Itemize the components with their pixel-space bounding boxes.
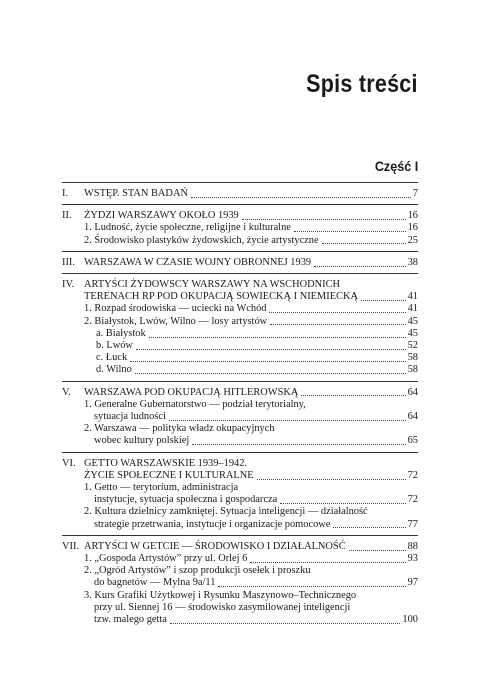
chapter-entry-line	[62, 541, 418, 553]
section-entry-line	[84, 235, 418, 247]
entry-text: 2. Środowisko plastyków żydowskich, życie artystyczne	[84, 234, 319, 246]
dot-leader	[169, 420, 406, 421]
entry-text: strategie przetrwania, instytucje i organizacje pomocowe	[94, 518, 331, 530]
entry-text: TERENACH RP POD OKUPACJĄ SOWIECKĄ I NIEMIECKĄ	[84, 291, 359, 303]
subsection-entry	[62, 364, 418, 376]
section-entry-line	[84, 435, 418, 447]
chapter-entry-line	[62, 291, 418, 303]
page-number: 58	[407, 352, 418, 364]
page-number: 100	[402, 614, 418, 626]
page-number: 41	[407, 291, 418, 303]
chapter-number: VI.	[62, 457, 76, 469]
dot-leader	[191, 197, 411, 198]
chapter-number: I.	[62, 188, 69, 199]
section-entry	[62, 590, 418, 627]
dot-leader	[135, 373, 406, 374]
dot-leader	[322, 243, 406, 244]
section-entry-line	[84, 494, 418, 506]
entry-text: 1. „Gospoda Artystów” przy ul. Orlej 6	[84, 553, 248, 565]
toc-chapter	[62, 182, 418, 204]
chapter-entry-line	[62, 210, 418, 222]
toc-chapter	[62, 204, 418, 251]
section-entry	[62, 553, 418, 565]
chapter-entry-line	[62, 470, 418, 482]
page-number: 88	[407, 540, 418, 552]
dot-leader	[218, 586, 405, 587]
page-number: 16	[407, 210, 418, 222]
dot-leader	[270, 324, 405, 325]
dot-leader	[242, 219, 406, 220]
entry-text: 1. Getto — terytorium, administracja	[84, 482, 239, 494]
section-entry-line	[84, 399, 418, 411]
section-entry-line	[84, 577, 418, 589]
entry-text: d. Wilno	[96, 364, 132, 376]
part-heading: Część I	[374, 158, 418, 174]
chapter-number: III.	[62, 256, 75, 268]
chapter-entry	[62, 541, 418, 553]
subsection-entry-line	[96, 364, 418, 376]
section-entry	[62, 316, 418, 328]
page-number: 72	[407, 494, 418, 506]
section-entry-line	[84, 411, 418, 423]
dot-leader	[192, 444, 405, 445]
entry-text: wobec kultury polskiej	[94, 435, 190, 447]
entry-text: 1. Rozpad środowiska — uciecki na Wchód	[84, 303, 267, 315]
chapter-number: V.	[62, 386, 71, 398]
toc-chapter	[62, 251, 418, 273]
dot-leader	[149, 337, 406, 338]
section-entry-line	[84, 565, 418, 577]
section-entry-line	[84, 423, 418, 435]
chapter-entry	[62, 257, 418, 269]
page-number: 64	[407, 411, 418, 423]
entry-text: 1. Generalne Gubernatorstwo — podział terytorialny,	[84, 398, 306, 410]
dot-leader	[257, 479, 406, 480]
entry-text: c. Łuck	[96, 352, 128, 364]
chapter-entry	[62, 387, 418, 399]
section-entry-line	[84, 553, 418, 565]
section-entry	[62, 423, 418, 447]
chapter-entry-line	[62, 279, 418, 291]
chapter-entry	[62, 458, 418, 482]
chapter-entry	[62, 210, 418, 222]
subsection-entry-line	[96, 340, 418, 352]
section-entry	[62, 222, 418, 234]
entry-text: WARSZAWA W CZASIE WOJNY OBRONNEJ 1939	[84, 256, 312, 268]
entry-text: 2. Kultura dzielnicy zamkniętej. Sytuacja inteligencji — działalność	[84, 506, 368, 518]
section-entry	[62, 565, 418, 589]
dot-leader	[136, 349, 406, 350]
chapter-number: IV.	[62, 279, 75, 291]
dot-leader	[314, 266, 406, 267]
subsection-entry	[62, 328, 418, 340]
subsection-entry	[62, 352, 418, 364]
chapter-entry-line	[62, 458, 418, 470]
page-number: 52	[407, 340, 418, 352]
section-entry-line	[84, 590, 418, 602]
entry-text: 2. „Ogród Artystów” i szop produkcji osełek i proszku	[84, 565, 311, 577]
table-of-contents	[62, 182, 418, 630]
dot-leader	[170, 623, 401, 624]
dot-leader	[269, 312, 405, 313]
dot-leader	[294, 231, 406, 232]
page-number: 93	[407, 553, 418, 565]
dot-leader	[280, 503, 405, 504]
entry-text: ŻYCIE SPOŁECZNE I KULTURALNE	[84, 469, 254, 481]
page-number: 45	[407, 315, 418, 327]
subsection-entry	[62, 340, 418, 352]
entry-text: przy ul. Siennej 16 — środowisko zasymilowanej inteligencji	[94, 601, 351, 613]
entry-text: 3. Kurs Grafiki Użytkowej i Rysunku Maszynowo–Technicznego	[84, 589, 357, 601]
subsection-entry-line	[96, 328, 418, 340]
section-entry	[62, 482, 418, 506]
section-entry-line	[84, 303, 418, 315]
entry-text: 2. Białystok, Lwów, Wilno — losy artystów	[84, 315, 268, 327]
toc-chapter	[62, 452, 418, 535]
entry-text: ŻYDZI WARSZAWY OKOŁO 1939	[84, 210, 239, 222]
page-number: 45	[407, 327, 418, 339]
page-number: 38	[407, 256, 418, 268]
page-number: 97	[407, 577, 418, 589]
page-number: 25	[407, 234, 418, 246]
dot-leader	[250, 562, 405, 563]
page-number: 41	[407, 303, 418, 315]
chapter-number: II.	[62, 210, 72, 222]
page-number: 72	[407, 469, 418, 481]
page-title: Spis treści	[306, 70, 418, 98]
section-entry-line	[84, 519, 418, 531]
section-entry-line	[84, 614, 418, 626]
entry-text: 2. Warszawa — polityka władz okupacyjnych	[84, 423, 275, 435]
section-entry-line	[84, 602, 418, 614]
page-number: 64	[407, 386, 418, 398]
toc-chapter	[62, 273, 418, 381]
section-entry	[62, 399, 418, 423]
entry-text: do bagnetów — Mylna 9a/11	[94, 577, 216, 589]
page-number: 65	[407, 435, 418, 447]
entry-text: WSTĘP. STAN BADAŃ	[84, 188, 188, 199]
chapter-number: VII.	[62, 540, 80, 552]
entry-text: instytucje, sytuacja społeczna i gospodarcza	[94, 494, 278, 506]
section-entry-line	[84, 506, 418, 518]
page-number: 58	[407, 364, 418, 376]
dot-leader	[301, 395, 405, 396]
chapter-entry-line	[62, 188, 418, 200]
entry-text: WARSZAWA POD OKUPACJĄ HITLEROWSKĄ	[84, 386, 299, 398]
section-entry-line	[84, 482, 418, 494]
entry-text: ARTYŚCI W GETCIE — ŚRODOWISKO I DZIAŁALNOŚĆ	[84, 540, 346, 552]
entry-text: a. Białystok	[96, 327, 146, 339]
chapter-entry-line	[62, 387, 418, 399]
entry-text: b. Lwów	[96, 340, 133, 352]
toc-chapter	[62, 535, 418, 630]
toc-chapter	[62, 381, 418, 452]
chapter-entry	[62, 188, 418, 200]
section-entry	[62, 506, 418, 530]
dot-leader	[333, 527, 405, 528]
section-entry-line	[84, 316, 418, 328]
page-number: 77	[407, 518, 418, 530]
entry-text: 1. Ludność, życie społeczne, religijne i kulturalne	[84, 222, 291, 234]
page-number: 7	[412, 188, 418, 199]
section-entry	[62, 303, 418, 315]
page-number: 16	[407, 222, 418, 234]
chapter-entry	[62, 279, 418, 303]
chapter-entry-line	[62, 257, 418, 269]
dot-leader	[130, 361, 405, 362]
entry-text: sytuacja ludności	[94, 411, 166, 423]
entry-text: ARTYŚCI ŻYDOWSCY WARSZAWY NA WSCHODNICH	[84, 279, 341, 291]
entry-text: GETTO WARSZAWSKIE 1939–1942.	[84, 457, 248, 469]
dot-leader	[361, 300, 406, 301]
entry-text: tzw. malego getta	[94, 614, 167, 626]
section-entry	[62, 235, 418, 247]
section-entry-line	[84, 222, 418, 234]
dot-leader	[349, 550, 406, 551]
subsection-entry-line	[96, 352, 418, 364]
